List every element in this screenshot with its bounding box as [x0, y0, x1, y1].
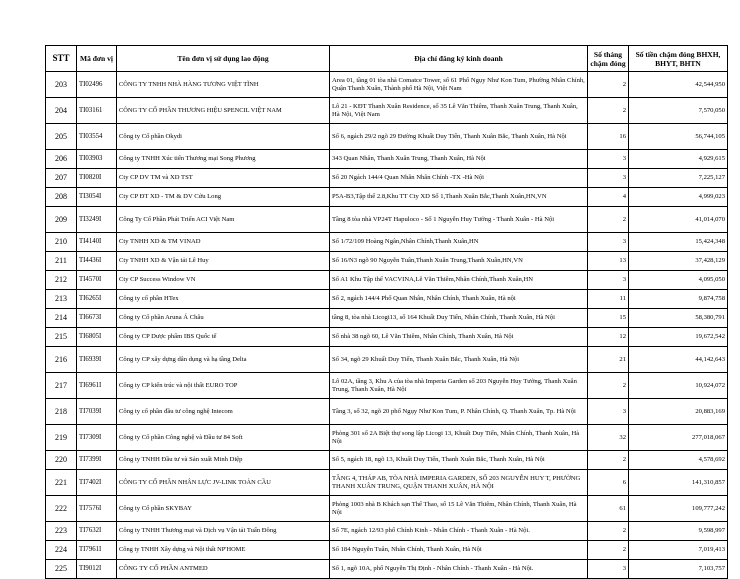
table-row	[46, 496, 728, 522]
cell-stt: 212	[46, 271, 77, 290]
cell-stt: 225	[46, 560, 77, 579]
table-row	[46, 271, 728, 290]
table-row	[46, 309, 728, 328]
cell-code: TI03161	[77, 98, 117, 124]
cell-amount-overdue: 7,570,050	[629, 98, 728, 124]
table-row	[46, 207, 728, 233]
cell-address: Area 01, tầng 01 tòa nhà Comatce Tower, số 61 Phố Ngụy Như Kon Tum, Phường Nhân Chính, Quận Thanh Xuân, Thành phố Hà Nội, Việt Nam	[330, 72, 588, 98]
cell-employer-name: CÔNG TY CỔ PHẦN NHÂN LỰC JV-LINK TOÀN CẦU	[117, 470, 330, 496]
cell-address: Số 1/72/109 Hoàng Ngân,Nhân Chính,Thanh Xuân,HN	[330, 233, 588, 252]
cell-address: Tầng 3, số 32, ngõ 20 phố Ngụy Như Kon Tum, P. Nhân Chính, Q. Thanh Xuân, Tp. Hà Nội	[330, 399, 588, 425]
cell-stt: 210	[46, 233, 77, 252]
cell-code: TI3054I	[77, 188, 117, 207]
cell-employer-name: Công ty CP kiến trúc và nội thất EURO TOP	[117, 373, 330, 399]
cell-stt: 204	[46, 98, 77, 124]
cell-address: tầng 8, tòa nhà Licogi13, số 164 Khuất Duy Tiến, Nhân Chính, Thanh Xuân, Hà Nội	[330, 309, 588, 328]
cell-code: TI7632I	[77, 522, 117, 541]
cell-stt: 222	[46, 496, 77, 522]
cell-amount-overdue: 4,929,615	[629, 150, 728, 169]
cell-stt: 221	[46, 470, 77, 496]
cell-stt: 207	[46, 169, 77, 188]
table-row	[46, 399, 728, 425]
cell-amount-overdue: 15,424,348	[629, 233, 728, 252]
table-row	[46, 72, 728, 98]
cell-months-overdue: 3	[588, 271, 629, 290]
cell-stt: 219	[46, 425, 77, 451]
cell-months-overdue: 3	[588, 399, 629, 425]
cell-months-overdue: 2	[588, 72, 629, 98]
cell-stt: 220	[46, 451, 77, 470]
cell-months-overdue: 6	[588, 470, 629, 496]
cell-code: TI6673I	[77, 309, 117, 328]
cell-address: Số 5, ngách 18, ngõ 13, Khuất Duy Tiến, Thanh Xuân Bắc, Thanh Xuân, Hà Nội	[330, 451, 588, 470]
cell-amount-overdue: 7,225,127	[629, 169, 728, 188]
cell-code: TI7399I	[77, 451, 117, 470]
table-row	[46, 470, 728, 496]
cell-employer-name: Công ty CP xây dựng dân dụng và hạ tầng Delta	[117, 347, 330, 373]
cell-address: Số 184 Nguyễn Tuân, Nhân Chính, Thanh Xuân, Hà Nội	[330, 541, 588, 560]
table-row	[46, 290, 728, 309]
cell-employer-name: Công ty cổ phần đầu tư công nghệ Intecom	[117, 399, 330, 425]
header-name: Tên đơn vị sử dụng lao động	[117, 46, 330, 72]
cell-code: TI4570I	[77, 271, 117, 290]
cell-stt: 224	[46, 541, 77, 560]
cell-employer-name: Cty CP DV TM và XD TST	[117, 169, 330, 188]
cell-address: Số 7E, ngách 12/93 phố Chính Kinh - Nhân Chính - Thanh Xuân - Hà Nội.	[330, 522, 588, 541]
cell-address: 343 Quan Nhân, Thanh Xuân Trung, Thanh Xuân, Hà Nội	[330, 150, 588, 169]
header-stt: STT	[46, 46, 77, 72]
cell-stt: 208	[46, 188, 77, 207]
table-row	[46, 169, 728, 188]
cell-months-overdue: 2	[588, 98, 629, 124]
cell-amount-overdue: 42,544,950	[629, 72, 728, 98]
table-row	[46, 560, 728, 579]
cell-months-overdue: 2	[588, 207, 629, 233]
cell-amount-overdue: 10,924,072	[629, 373, 728, 399]
table-row	[46, 233, 728, 252]
cell-amount-overdue: 41,014,070	[629, 207, 728, 233]
cell-address: P5A-B3,Tập thể 2.8,Khu TT Cty XD Số 1,Thanh Xuân Bắc,Thanh Xuân,HN,VN	[330, 188, 588, 207]
table-row	[46, 328, 728, 347]
cell-address: Số nhà 38 ngõ 60, Lê Văn Thiêm, Nhân Chính, Thanh Xuân, Hà Nội	[330, 328, 588, 347]
cell-months-overdue: 21	[588, 347, 629, 373]
cell-address: Số 16/N3 ngõ 90 Nguyễn Tuân,Thanh Xuân Trung,Thanh Xuân,HN,VN	[330, 252, 588, 271]
cell-months-overdue: 3	[588, 150, 629, 169]
cell-employer-name: CÔNG TY TNHH NHÀ HÀNG TƯƠNG VIỆT TĨNH	[117, 72, 330, 98]
cell-code: TI4140I	[77, 233, 117, 252]
cell-code: TI02496	[77, 72, 117, 98]
cell-employer-name: Công ty TNHH Thương mại và Dịch vụ Vận tải Tuấn Đông	[117, 522, 330, 541]
cell-code: TI9012I	[77, 560, 117, 579]
cell-amount-overdue: 19,672,542	[629, 328, 728, 347]
cell-amount-overdue: 56,744,105	[629, 124, 728, 150]
cell-amount-overdue: 109,777,242	[629, 496, 728, 522]
cell-employer-name: Công ty cổ phần HTex	[117, 290, 330, 309]
table-row	[46, 188, 728, 207]
table-row	[46, 150, 728, 169]
cell-employer-name: Cty CP Success Window VN	[117, 271, 330, 290]
cell-employer-name: Công ty Cổ phần Okydi	[117, 124, 330, 150]
cell-employer-name: CÔNG TY CỔ PHẦN THƯƠNG HIỆU SPENCIL VIỆT NAM	[117, 98, 330, 124]
cell-months-overdue: 2	[588, 373, 629, 399]
cell-amount-overdue: 7,019,413	[629, 541, 728, 560]
cell-stt: 214	[46, 309, 77, 328]
cell-address: Phòng 301 số 2A Biệt thự song lập Licogi 13, Khuất Duy Tiến, Nhân Chính, Thanh Xuân, Hà Nội	[330, 425, 588, 451]
cell-stt: 217	[46, 373, 77, 399]
cell-amount-overdue: 141,310,857	[629, 470, 728, 496]
cell-employer-name: Cty CP ĐT XD - TM & DV Cửu Long	[117, 188, 330, 207]
table-row	[46, 541, 728, 560]
cell-amount-overdue: 7,103,757	[629, 560, 728, 579]
cell-address: Tầng 8 tòa nhà VP24T Hapuloco - Số 1 Nguyễn Huy Tưởng - Thanh Xuân - Hà Nội	[330, 207, 588, 233]
cell-months-overdue: 3	[588, 560, 629, 579]
overdue-contributions-table-page	[45, 45, 728, 579]
cell-code: TI0820I	[77, 169, 117, 188]
cell-code: TI6265I	[77, 290, 117, 309]
cell-address: Số 6, ngách 29/2 ngõ 29 Đường Khuất Duy Tiến, Thanh Xuân Bắc, Thanh Xuân, Hà Nội	[330, 124, 588, 150]
cell-code: TI3249I	[77, 207, 117, 233]
table-header-row	[46, 46, 728, 72]
cell-code: TI03903	[77, 150, 117, 169]
cell-address: Số A1 Khu Tập thể VACVINA,Lê Văn Thiêm,Nhân Chính,Thanh Xuân,HN	[330, 271, 588, 290]
cell-address: Lô 21 - KĐT Thanh Xuân Residence, số 35 Lê Văn Thiêm, Thanh Xuân Trung, Thanh Xuân, Hà Nội, Việt Nam	[330, 98, 588, 124]
cell-stt: 215	[46, 328, 77, 347]
table-row	[46, 522, 728, 541]
cell-address: Số 2, ngách 144/4 Phố Quan Nhân, Nhân Chính, Thanh Xuân, Hà nội	[330, 290, 588, 309]
cell-amount-overdue: 4,578,692	[629, 451, 728, 470]
cell-stt: 216	[46, 347, 77, 373]
cell-employer-name: Công ty Cổ phần SKYBAY	[117, 496, 330, 522]
table-row	[46, 373, 728, 399]
cell-code: TI7039I	[77, 399, 117, 425]
table-row	[46, 347, 728, 373]
cell-code: TI6961I	[77, 373, 117, 399]
cell-stt: 211	[46, 252, 77, 271]
cell-months-overdue: 32	[588, 425, 629, 451]
cell-amount-overdue: 4,095,050	[629, 271, 728, 290]
cell-months-overdue: 61	[588, 496, 629, 522]
cell-stt: 223	[46, 522, 77, 541]
cell-code: TI03554	[77, 124, 117, 150]
cell-address: Lô 02A, tầng 3, Khu A của tòa nhà Imperia Garden số 203 Nguyễn Huy Tưởng, Thanh Xuân Trung, Thanh Xuân, Hà Nội	[330, 373, 588, 399]
cell-code: TI6939I	[77, 347, 117, 373]
cell-address: TẦNG 4, THÁP AB, TÒA NHÀ IMPERIA GARDEN, SỐ 203 NGUYỄN HUY T, PHƯỜNG THANH XUÂN TRUNG, QUẬN THANH XUÂN, HÀ NỘI	[330, 470, 588, 496]
cell-employer-name: Công ty TNHH Đầu tư và Sản xuất Minh Diệp	[117, 451, 330, 470]
cell-stt: 209	[46, 207, 77, 233]
cell-amount-overdue: 44,142,643	[629, 347, 728, 373]
cell-address: Số 1, ngõ 10A, phố Nguyễn Thị Định - Nhân Chính - Thanh Xuân - Hà Nội.	[330, 560, 588, 579]
table-row	[46, 425, 728, 451]
cell-employer-name: Công ty CP Dược phẩm IBS Quốc tế	[117, 328, 330, 347]
cell-code: TI7309I	[77, 425, 117, 451]
cell-amount-overdue: 4,999,023	[629, 188, 728, 207]
cell-employer-name: Công ty TNHH Xúc tiến Thương mại Song Phương	[117, 150, 330, 169]
cell-amount-overdue: 20,883,169	[629, 399, 728, 425]
cell-employer-name: Công ty TNHH Xây dựng và Nội thất NP'HOME	[117, 541, 330, 560]
cell-employer-name: Công Ty Cổ Phần Phát Triển ACI Việt Nam	[117, 207, 330, 233]
cell-stt: 203	[46, 72, 77, 98]
cell-amount-overdue: 277,018,067	[629, 425, 728, 451]
cell-code: TI4436I	[77, 252, 117, 271]
cell-employer-name: Cty TNHH XD & Vận tải Lê Huy	[117, 252, 330, 271]
cell-amount-overdue: 9,598,997	[629, 522, 728, 541]
cell-employer-name: CÔNG TY CỔ PHẦN ANTMED	[117, 560, 330, 579]
cell-months-overdue: 4	[588, 188, 629, 207]
cell-months-overdue: 15	[588, 309, 629, 328]
cell-code: TI7402I	[77, 470, 117, 496]
cell-months-overdue: 12	[588, 328, 629, 347]
cell-code: TI6805I	[77, 328, 117, 347]
cell-months-overdue: 2	[588, 541, 629, 560]
cell-address: Số 20 Ngách 144/4 Quan Nhân Nhân Chính -TX -Hà Nội	[330, 169, 588, 188]
header-amount: Số tiền chậm đóng BHXH, BHYT, BHTN	[629, 46, 728, 72]
cell-employer-name: Cty TNHH XD & TM VINAD	[117, 233, 330, 252]
cell-address: Số 34, ngõ 29 Khuất Duy Tiến, Thanh Xuân Bắc, Thanh Xuân, Hà Nội	[330, 347, 588, 373]
cell-months-overdue: 3	[588, 233, 629, 252]
cell-stt: 218	[46, 399, 77, 425]
cell-employer-name: Công ty Cổ phần Aruna Á Châu	[117, 309, 330, 328]
cell-amount-overdue: 58,380,791	[629, 309, 728, 328]
header-code: Mã đơn vị	[77, 46, 117, 72]
header-address: Địa chỉ đăng ký kinh doanh	[330, 46, 588, 72]
overdue-contributions-table	[45, 45, 728, 579]
cell-months-overdue: 11	[588, 290, 629, 309]
cell-employer-name: Công ty Cổ phần Công nghệ và Đầu tư 84 Soft	[117, 425, 330, 451]
header-months: Số tháng chậm đóng	[588, 46, 629, 72]
cell-stt: 213	[46, 290, 77, 309]
cell-amount-overdue: 9,874,758	[629, 290, 728, 309]
cell-stt: 205	[46, 124, 77, 150]
table-row	[46, 98, 728, 124]
cell-months-overdue: 3	[588, 169, 629, 188]
cell-months-overdue: 13	[588, 252, 629, 271]
cell-address: Phòng 1003 nhà B Khách sạn Thể Thao, số 15 Lê Văn Thiêm, Nhân Chính, Thanh Xuân, Hà Nội	[330, 496, 588, 522]
table-row	[46, 451, 728, 470]
cell-months-overdue: 2	[588, 451, 629, 470]
cell-amount-overdue: 37,428,129	[629, 252, 728, 271]
table-row	[46, 252, 728, 271]
cell-code: TI7576I	[77, 496, 117, 522]
cell-code: TI7961I	[77, 541, 117, 560]
cell-months-overdue: 2	[588, 522, 629, 541]
table-row	[46, 124, 728, 150]
cell-stt: 206	[46, 150, 77, 169]
cell-months-overdue: 16	[588, 124, 629, 150]
